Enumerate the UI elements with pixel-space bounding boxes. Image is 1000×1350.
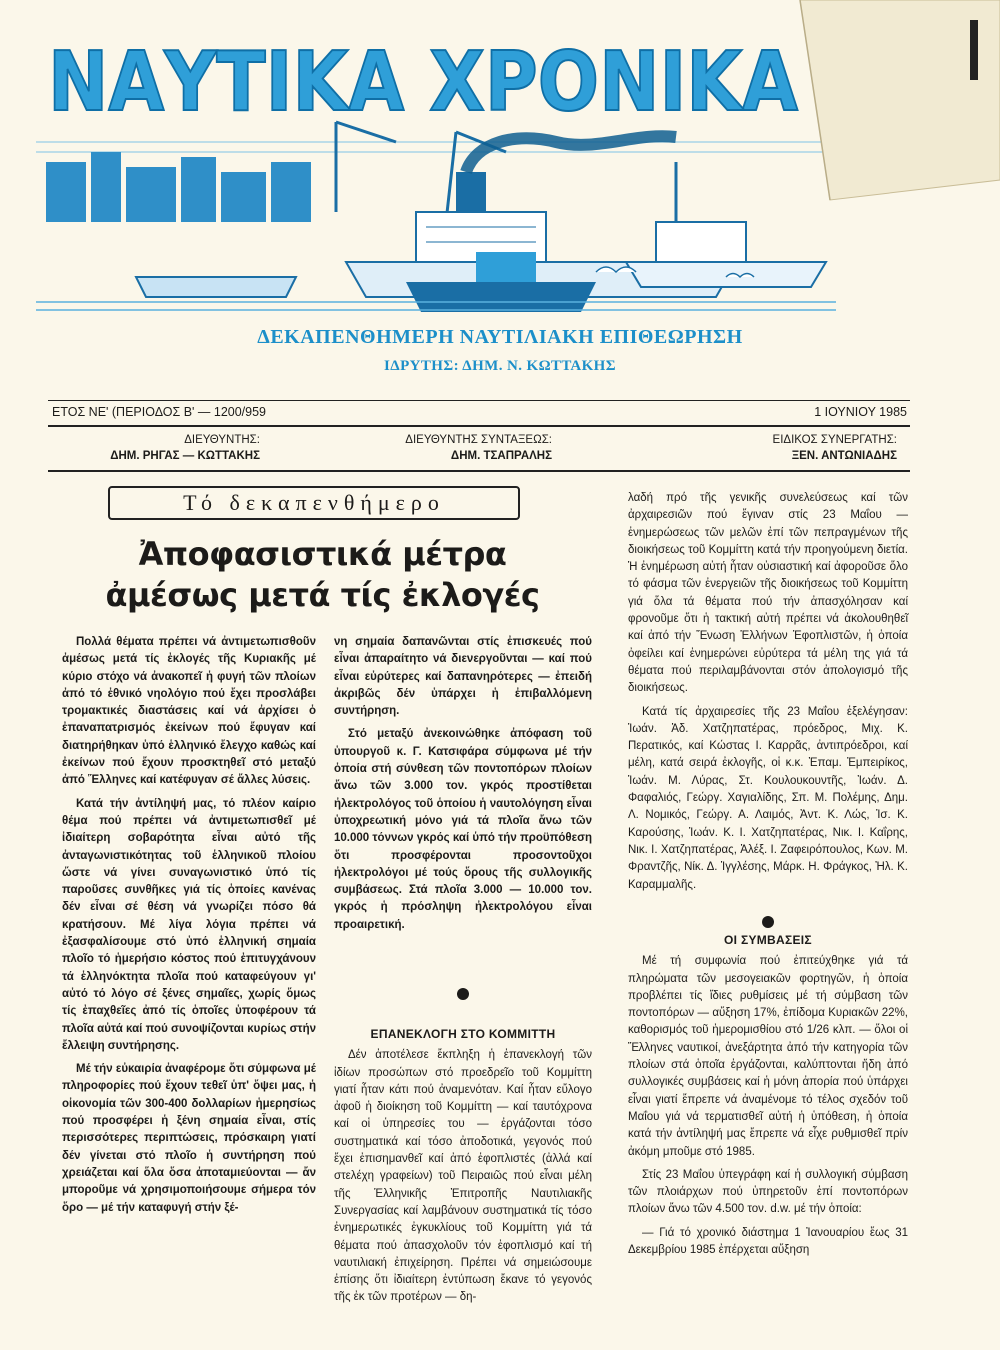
issue-date: 1 ΙΟΥΝΙΟΥ 1985 [814, 405, 907, 419]
paragraph: Στό μεταξύ ἀνεκοινώθηκε ἀπόφαση τοῦ ὑπουργοῦ κ. Γ. Κατσιφάρα σύμφωνα μέ τήν ὁποία στή σύνθεση τῶν ποντοπόρων πλοίων ἄνω τῶν 3.000 τον. γκρός προστίθεται ἠλεκτρολόγος τοῦ ὁποίου ἡ ναυτολόγηση εἶναι ὑποχρεωτική μόνο γιά τά πλοῖα ἄνω τῶν 10.000 τόννων γκρός καί ὑπό τήν προϋπόθεση ὅτι προσφέρονται προσοντοῦχοι ἠλεκτρολόγοι μέ τούς ὅρους τῆς συλλογικῆς συμβάσεως. Στά πλοῖα 3.000 — 10.000 τον. γκρός ἡ πρόσληψη ἠλεκτρολόγου εἶναι προαιρετική. [334, 728, 592, 931]
masthead-founder: ΙΔΡΥΤΗΣ: ΔΗΜ. Ν. ΚΩΤΤΑΚΗΣ [384, 358, 616, 374]
article-column-1 [62, 634, 316, 1223]
article-column-2 [334, 634, 592, 940]
paragraph: Στίς 23 Μαΐου ὑπεγράφη καί ἡ συλλογική σύμβαση τῶν πλοιάρχων πού ὑπηρετοῦν ἐπί ποντοπόρων πλοίων ἄνω τῶν 4.500 τον. d.w. μέ τήν ὁποία: [628, 1168, 908, 1216]
staff-role: ΔΙΕΥΘΥΝΤΗΣ ΣΥΝΤΑΞΕΩΣ: [405, 434, 552, 446]
staff-name: ΔΗΜ. ΤΣΑΠΡΑΛΗΣ [450, 450, 552, 462]
staff-director [60, 432, 260, 464]
article-column-3-lower [628, 932, 908, 1265]
paragraph: λαδή πρό τῆς γενικῆς συνελεύσεως καί τῶν ἀρχαιρεσιῶν πού ἔγιναν στίς 23 Μαΐου — ἐνημερώσεως τῶν μελῶν ἐπί τῶν πεπραγμένων τῆς διοικήσεως τοῦ Κομμίττη κατά τήν προηγούμενη διετία. Ἡ ἐνημέρωση αὐτή ἦταν οὐσιαστική καί ἀφοροῦσε ὅλο τό φάσμα τῶν ἐνεργειῶν τῆς διοικήσεως τοῦ Κομμίττη γιά ὅλα τά θέματα πού τήν ἀπασχόλησαν καί φρονοῦμε ὅτι ἡ τακτική αὐτή πρέπει νά ἀκολουθηθεῖ καί ἀπό τήν Ἕνωση Ἑλλήνων Ἐφοπλιστῶν, ἡ ὁποία ὀφείλει καί ἐνημερώνει εὐρύτερα τά μέλη της γιά τά θέματα πού περιλαμβάνονται στόν ἀπολογισμό τῆς διοικήσεως. [628, 492, 908, 695]
article-column-3 [628, 490, 908, 900]
subhead-reelection: ΕΠΑΝΕΚΛΟΓΗ ΣΤΟ ΚΟΜΜΙΤΤΗ [370, 1027, 556, 1041]
paragraph: Πολλά θέματα πρέπει νά ἀντιμετωπισθοῦν ἀμέσως μετά τίς ἐκλογές τῆς Κυριακῆς μέ κύριο στόχο νά ἀνακοπεῖ ἡ φυγή τῶν πλοίων ἀπό τό ἐθνικό νηολόγιο πού ἔχει προσλάβει τρομακτικές διαστάσεις καί νά ἀρχίσει ὁ ἐπαναπατρισμός ἐκείνων πού ἔφυγαν καί διατηρήθηκαν ὑπό ἑλληνικό ἔλεγχο καθώς καί ἐκείνων πού ἔχουν προσκτηθεῖ στό μεταξύ ἀπό Ἕλληνες καί κατέφυγαν σέ ἄλλες λύσεις. [62, 636, 316, 787]
masthead-subtitle: ΔΕΚΑΠΕΝΘΗΜΕΡΗ ΝΑΥΤΙΛΙΑΚΗ ΕΠΙΘΕΩΡΗΣΗ [257, 326, 743, 348]
masthead-title [40, 35, 800, 130]
staff-collaborator [680, 432, 897, 464]
issue-row [52, 405, 907, 427]
section-bullet [457, 988, 469, 1000]
folded-corner-graphic [770, 0, 1000, 200]
headline-line-1: Ἀποφασιστικά μέτρα [138, 535, 507, 573]
issue-rule-top [48, 400, 910, 401]
staff-name: ΔΗΜ. ΡΗΓΑΣ — ΚΩΤΤΑΚΗΣ [110, 450, 260, 462]
staff-role: ΔΙΕΥΘΥΝΤΗΣ: [184, 434, 260, 446]
paragraph: — Γιά τό χρονικό διάστημα 1 Ἰανουαρίου ἕως 31 Δεκεμβρίου 1985 ἐπέρχεται αὔξηση [628, 1226, 908, 1257]
paragraph: Μέ τήν εὐκαιρία ἀναφέρομε ὅτι σύμφωνα μέ πληροφορίες πού ἔχουν τεθεῖ ὑπ' ὄψει μας, ἡ οἰκονομία τῶν 300-400 δολλαρίων ἡμερησίως πού προσφέρει ἡ ξένη σημαία εἶναι, στίς περισσότερες περιπτώσεις, πρόσκαιρη γιατί δέν γίνεται στό πλοῖο ἡ συντήρηση πού χρειάζεται καί ὅλα ὅσα ἀποταμιεύονται — ἄν μποροῦμε νά χρησιμοποιήσουμε σήμερα τόν ὅρο — μέ τήν καταφυγή στήν ξέ- [62, 1063, 316, 1214]
paragraph: Κατά τήν ἀντίληψή μας, τό πλέον καίριο θέμα πού πρέπει νά ἀντιμετωπισθεῖ μέ ἰδιαίτερη σοβαρότητα εἶναι αὐτό τῆς ἀνταγωνιστικότητας τοῦ ἑλληνικοῦ πλοίου ὥστε νά γίνει συναγωνιστικό ὑπό τίς παροῦσες συνθῆκες γιά τίς ὁποίες κανένας δέν εἶναι σέ θέση νά γνωρίζει πόσο θά κρατήσουν. Μέ λίγα λόγια πρέπει νά ἐξασφαλίσουμε στό ὑπό ἑλληνική σημαία πλοῖο τό ἡμερήσιο κόστος πού ἐπιτυγχάνουν τά ἑλληνόκτητα πλοῖα πού καταφεύγουν γι' αὐτό τό λόγο σέ ξένες σημαῖες, χωρίς ὅμως τίς ἐπαχθεῖες ἀπό τίς ὁποῖες ὑποφέρουν τά πλοῖα αὐτά καί πού συνοψίζονται κυρίως στήν ἔλλειψη συντήρησης. [62, 797, 316, 1052]
paragraph: νη σημαία δαπανῶνται στίς ἐπισκευές πού εἶναι ἀπαραίτητο νά διενεργοῦνται — καί πού εἶναι εὐρύτερες καί δαπανηρότερες — ἐπειδή ἀκριβῶς δέν ὑπάρχει ἡ ἐπιβαλλόμενη συντήρηση. [334, 636, 592, 718]
issue-rule-bottom [48, 425, 910, 427]
staff-rule [48, 470, 910, 472]
paragraph: Κατά τίς ἀρχαιρεσίες τῆς 23 Μαΐου ἐξελέγησαν: Ἰωάν. Ἀδ. Χατζηπατέρας, πρόεδρος, Μιχ. Κ. Περατικός, καί Κώστας Ι. Καρρᾶς, ἀντιπρόεδροι, καί μέλη, κατά σειρά ἐκλογῆς, οἱ κ.κ. Ἐπαμ. Ἐμπειρίκος, Ἰωάν. Μ. Λύρας, Στ. Κουλουκουντῆς, Ἰωάν. Δ. Φαφαλιός, Γεώργ. Χαγιαλίδης, Σπ. Μ. Πολέμης, Δημ. Λ. Νομικός, Γεώργ. Α. Λαιμός, Ἀντ. Κ. Λώς, Ἰσ. Κ. Καρούσης, Ἰωάν. Κ. Ι. Χατζηπατέρας, Νικ. Ι. Καΐρης, Νικ. Ι. Χατζηπατέρας, Ἀλέξ. Ι. Ζαφειρόπουλος, Κων. Μ. Φραντζῆς, Νίκ. Δ. Ἰγγλέσης, Μάρκ. Η. Φράγκος, Ἠλ. Κ. Καραμμαλῆς. [628, 705, 908, 891]
masthead-title-text: ΝΑΥΤΙΚΑ ΧΡΟΝΙΚΑ [48, 35, 799, 130]
staff-role: ΕΙΔΙΚΟΣ ΣΥΝΕΡΓΑΤΗΣ: [772, 434, 897, 446]
article-column-2-lower [334, 1026, 592, 1313]
section-bullet [762, 916, 774, 928]
section-label: Τό δεκαπενθήμερο [108, 486, 520, 520]
headline-line-2: ἀμέσως μετά τίς ἐκλογές [105, 576, 540, 614]
harbour-illustration-graphic [36, 112, 836, 317]
harbour-illustration [36, 112, 836, 317]
staff-editor [330, 432, 552, 464]
masthead-title-graphic [40, 35, 800, 130]
subhead-agreements: ΟΙ ΣΥΜΒΑΣΕΙΣ [724, 933, 812, 947]
paragraph: Δέν ἀποτέλεσε ἔκπληξη ἡ ἐπανεκλογή τῶν ἰδίων προσώπων στό προεδρεῖο τοῦ Κομμίττη γιατί ἦταν κάτι πού ἀναμενόταν. Καί ἦταν εὔλογο ἀφοῦ ἡ διοίκηση τοῦ Κομμίττη — καί ταυτόχρονα καί οἱ ὑπηρεσίες του — ἐργάζονται τόσο συστηματικά καί τόσο ἀποδοτικά, γεγονός πού ἔχει ἐπισημανθεῖ καί ἀπό ἐφοπλιστές (ἀλλά καί στελέχη γραφείων) τοῦ Πειραιῶς πού εἶναι μέλη τῆς Ἑλληνικῆς Ἐπιτροπῆς Ναυτιλιακῆς Συνεργασίας καί λαμβάνουν συστηματικά τίς τόσο ἐνημερωτικές ἐγκυκλίους τοῦ Κομμίττη γιά τά θέματα πού ἀπασχολοῦν τόν ἐφοπλισμό καί τή ναυτιλιακή ἐπιχείρηση. Πρέπει νά σημειώσουμε ἐπίσης ὅτι ἰδιαίτερη ἐντύπωση ἔκανε τό γεγονός τῆς ἐκ τῶν προτέρων — δη- [334, 1049, 592, 1304]
issue-volume: ΕΤΟΣ ΝΕ' (ΠΕΡΙΟΔΟΣ Β' — 1200/959 [52, 405, 267, 419]
folded-corner [770, 0, 1000, 200]
paragraph: Μέ τή συμφωνία πού ἐπιτεύχθηκε γιά τά πληρώματα τῶν μεσογειακῶν φορτηγῶν, ἡ ὁποία προβλέπει τίς ἴδιες ρυθμίσεις μέ τή σύμβαση τῶν ποντοπόρων — αὔξηση 17%, ἐπίδομα Κυριακῶν 22%, καθορισμός τοῦ ἡμερομισθίου στό 1/26 κλπ. — ὅλοι οἱ Ἕλληνες ναυτικοί, ἀνεξάρτητα ἀπό τήν κατηγορία τῶν πλοίων στά ὁποῖα ἐργάζονται, καλύπτονται ἤδη ἀπό συλλογικές συμβάσεις καί ἡ μόνη ἀπορία πού ὑπάρχει εἶναι γιατί ἔπρεπε νά ἀναμένομε τό τέλος σχεδόν τοῦ Μαΐου γιά νά τερματισθεῖ αὐτή ἡ ὑπόθεση, ἡ ὁποία κατά τήν ἀντίληψή μας ἔπρεπε νά εἶχε ρυθμισθεῖ πρίν ἀκόμη μποῦμε στό 1985. [628, 955, 908, 1158]
staff-name: ΞΕΝ. ΑΝΤΩΝΙΑΔΗΣ [791, 450, 897, 462]
